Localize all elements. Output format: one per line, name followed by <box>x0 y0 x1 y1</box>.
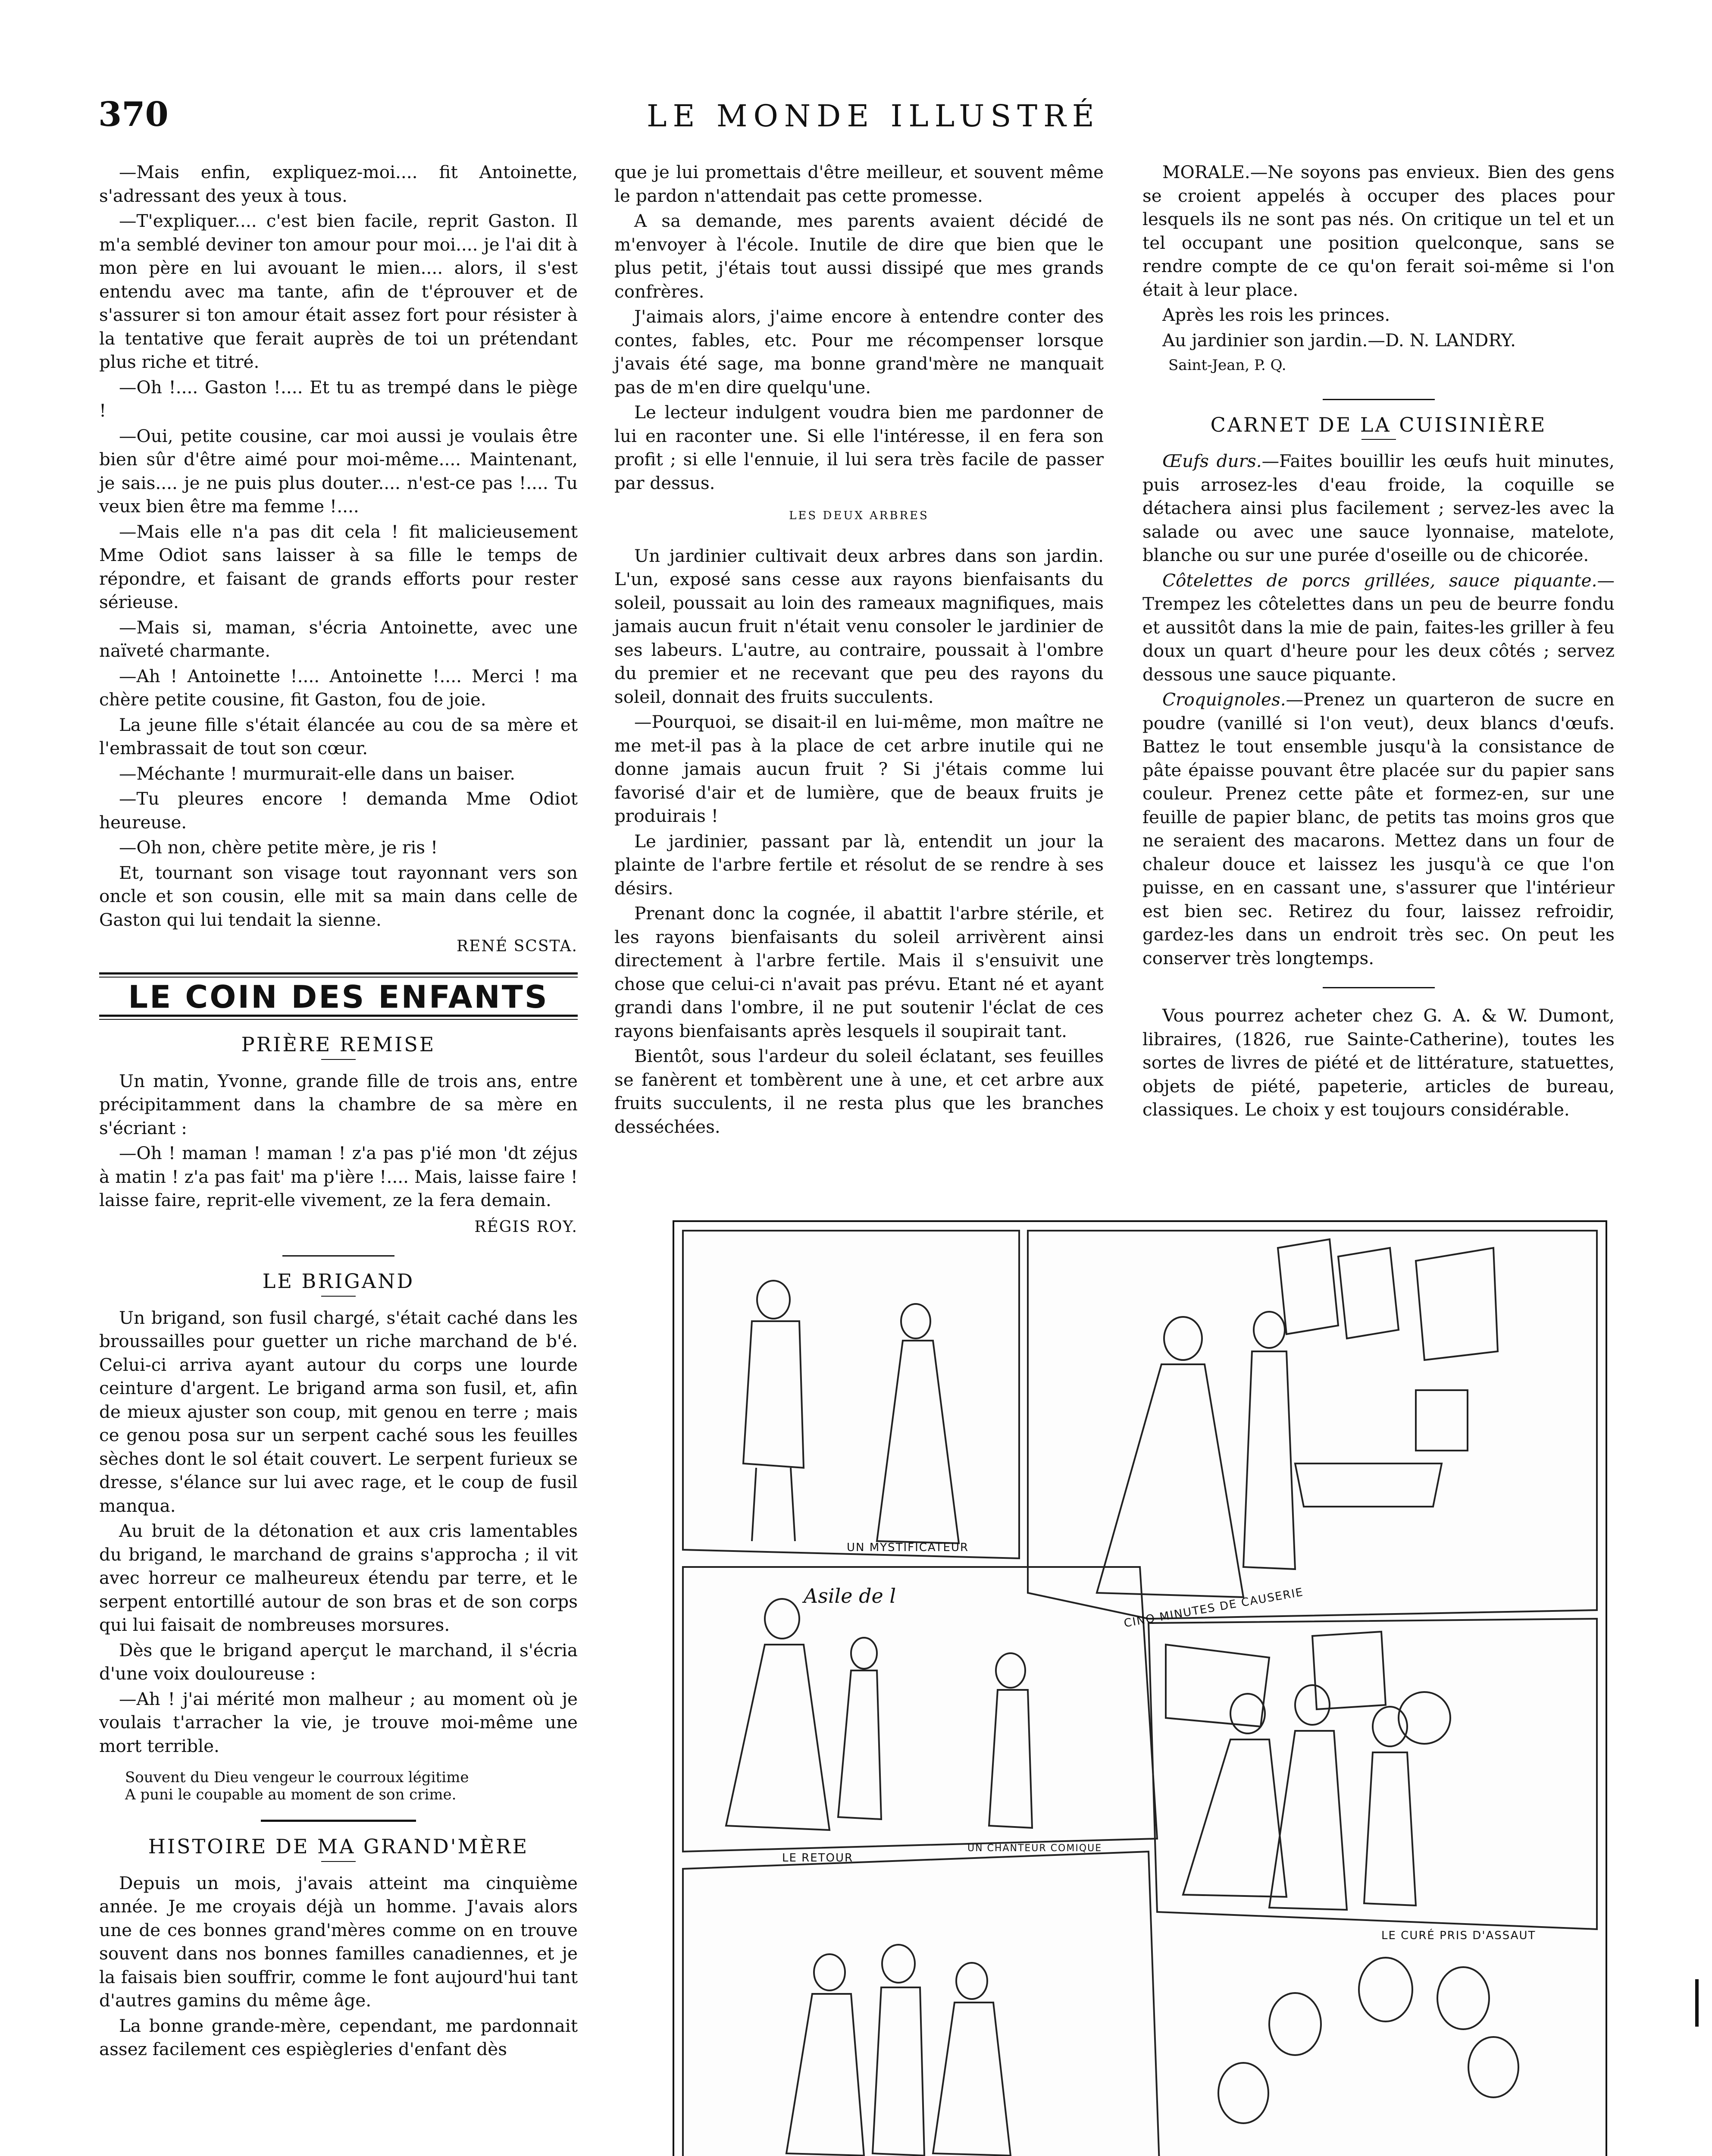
column-2 <box>614 160 1104 1140</box>
paragraph: J'aimais alors, j'aime encore à entendre conter des contes, fables, etc. Pour me récompenser lorsque j'avais été sage, ma bonne grand'mère ne manquait pas de m'en dire quelqu'une. <box>614 306 1104 398</box>
section-rule <box>99 972 578 978</box>
paragraph: La jeune fille s'était élancée au cou de sa mère et l'embrassait de tout son cœur. <box>99 714 578 758</box>
separator-rule <box>261 1820 416 1822</box>
column-1 <box>99 160 578 2063</box>
story-title: CARNET DE LA CUISINIÈRE <box>1210 413 1547 436</box>
paragraph: Bientôt, sous l'ardeur du soleil éclatant, ses feuilles se fanèrent et tombèrent une à une, et cet arbre aux fruits succulents, il ne resta plus que les branches desséchées. <box>614 1046 1104 1137</box>
recipe <box>1142 688 1615 970</box>
story-title: LE BRIGAND <box>262 1269 415 1293</box>
separator-rule <box>282 1255 394 1257</box>
recipe-text: —Trempez les côtelettes dans un peu de beurre fondu et aussitôt dans la mie de pain, faites-les griller à feu doux un quart d'heure pour les deux côtés ; servez dessous une sauce piquante. <box>1142 570 1615 685</box>
paragraph: Un brigand, son fusil chargé, s'était caché dans les broussailles pour guetter un riche marchand de b'é. Celui-ci arriva ayant autour du corps une lourde ceinture d'argent. Le brigand arma son fusil, et, afin de mieux ajuster son coup, mit genou en terre ; mais ce genou posa sur un serpent caché sous les feuilles sèches dont le sol était couvert. Le serpent furieux se dresse, s'élance sur lui avec rage, et le coup de fusil manqua. <box>99 1307 578 1516</box>
paragraph: —Oh !.... Gaston !.... Et tu as trempé dans le piège ! <box>99 376 578 421</box>
panel-label: CINQ MINUTES DE CAUSERIE <box>1123 1586 1305 1630</box>
paragraph: —Oh non, chère petite mère, je ris ! <box>119 837 438 858</box>
recipe-name: Croquignoles. <box>1162 689 1286 710</box>
morale-text: —Ne soyons pas envieux. Bien des gens se croient appelés à occuper des places pour lesquels ils ne sont pas nés. On critique un tel et un tel occupant une position quelconque, sans se rendre compte de ce qu'on ferait soi-même si l'on était à leur place. <box>1142 162 1615 300</box>
title-rule <box>321 1059 356 1060</box>
paragraph: —Pourquoi, se disait-il en lui-même, mon maître ne me met-il pas à la place de cet arbre inutile qui ne donne jamais aucun fruit ? Si j'étais comme lui favorisé d'air et de lumière, que de beaux fruits je produirais ! <box>614 711 1104 826</box>
paragraph: Au bruit de la détonation et aux cris lamentables du brigand, le marchand de grains s'approcha ; il vit avec horreur ce malheureux étendu par terre, et le serpent entortillé autour de son bras et de son corps qui lui faisait de nombreuses morsures. <box>99 1520 578 1635</box>
verse <box>125 1769 578 1803</box>
paragraph: A sa demande, mes parents avaient décidé de m'envoyer à l'école. Inutile de dire que bien que le plus petit, j'étais tout aussi dissipé que mes grands confrères. <box>614 210 1104 302</box>
paragraph: —Mais enfin, expliquez-moi.... fit Antoinette, s'adressant des yeux à tous. <box>99 162 578 206</box>
panel-label: UN CHANTEUR COMIQUE <box>967 1843 1102 1854</box>
verse-line: Souvent du Dieu vengeur le courroux légitime <box>125 1769 469 1786</box>
paragraph: —T'expliquer.... c'est bien facile, reprit Gaston. Il m'a semblé deviner ton amour pour moi.... je l'ai dit à mon père en lui avouant le mien.... alors, il s'est entendu avec ma tante, afin de t'éprouver et de s'assurer si ton amour était assez fort pour résister à la tentative que ferait auprès de toi un prétendant plus riche et titré. <box>99 210 578 372</box>
paragraph: —Tu pleures encore ! demanda Mme Odiot heureuse. <box>99 788 578 833</box>
paragraph: La bonne grande-mère, cependant, me pardonnait assez facilement ces espiègleries d'enfant dès <box>99 2015 578 2059</box>
paragraph: Au jardinier son jardin.—D. N. LANDRY. <box>1162 329 1516 351</box>
paragraph: Après les rois les princes. <box>1162 304 1390 325</box>
panel-label: LE CURÉ PRIS D'ASSAUT <box>1381 1929 1536 1942</box>
recipe-name: Côtelettes de porcs grillées, sauce piquante. <box>1162 570 1597 591</box>
sign-lettering: Asile de l <box>804 1584 896 1608</box>
paragraph: Dès que le brigand aperçut le marchand, il s'écria d'une voix douloureuse : <box>99 1639 578 1684</box>
morale-label: MORALE. <box>1162 162 1250 182</box>
bazar-illustration <box>673 1220 1607 2156</box>
paragraph: Le jardinier, passant par là, entendit un jour la plainte de l'arbre fertile et résolut de se rendre à ses désirs. <box>614 830 1104 899</box>
title-rule <box>1361 439 1396 440</box>
paragraph: —Oui, petite cousine, car moi aussi je voulais être bien sûr d'être aimé pour moi-même.... Maintenant, je sais.... je ne puis plus douter.... n'est-ce pas !.... Tu veux bien être ma femme !.... <box>99 425 578 517</box>
paragraph: —Mais elle n'a pas dit cela ! fit malicieusement Mme Odiot sans laisser à sa fille le temps de répondre, et faisant de grands efforts pour rester sérieuse. <box>99 521 578 612</box>
illustration-drawing <box>674 1222 1606 2156</box>
section-rule <box>99 1015 578 1020</box>
panel-label: UN MYSTIFICATEUR <box>847 1541 969 1554</box>
running-header: LE MONDE ILLUSTRÉ <box>647 98 1100 134</box>
paragraph: Prenant donc la cognée, il abattit l'arbre stérile, et les rayons bienfaisants du soleil arrivèrent ainsi directement à l'arbre fertile. Mais il s'ensuivit une chose que celui-ci n'avait pas prévu. Etant né et ayant grandi dans l'ombre, il ne put soutenir l'éclat de ces rayons bienfaisants après lesquels il soupirait tant. <box>614 903 1104 1041</box>
paragraph: Depuis un mois, j'avais atteint ma cinquième année. Je me croyais déjà un homme. J'avais alors une de ces bonnes grand'mères comme on en trouve souvent dans nos bonnes familles canadiennes, et je la faisais bien souffrir, comme le font aujourd'hui tant d'autres gamins du même âge. <box>99 1872 578 2011</box>
author-signature: RENÉ SCSTA. <box>457 937 578 955</box>
morale-paragraph <box>1142 160 1615 301</box>
paragraph: Le lecteur indulgent voudra bien me pardonner de lui en raconter une. Si elle l'intéresse, il en fera son profit ; si elle l'ennuie, il lui sera très facile de passer par dessus. <box>614 402 1104 493</box>
paragraph: Et, tournant son visage tout rayonnant vers son oncle et son cousin, elle mit sa main dans celle de Gaston qui lui tendait la sienne. <box>99 862 578 930</box>
paragraph: —Méchante ! murmurait-elle dans un baiser. <box>119 763 516 784</box>
section-title: LE COIN DES ENFANTS <box>128 978 549 1015</box>
column-3 <box>1142 160 1615 1123</box>
recipe-name: Œufs durs. <box>1162 451 1262 471</box>
recipe-text: —Faites bouillir les œufs huit minutes, puis arrosez-les d'eau froide, la coquille se détachera ainsi plus facilement ; servez-les avec la salade ou avec une sauce lyonnaise, matelote, blanche ou sur une purée d'oseille ou de chicorée. <box>1142 451 1615 565</box>
recipe <box>1142 569 1615 686</box>
recipe <box>1142 449 1615 567</box>
paragraph: Un matin, Yvonne, grande fille de trois ans, entre précipitamment dans la chambre de sa mère en s'écriant : <box>99 1070 578 1138</box>
story-title: HISTOIRE DE MA GRAND'MÈRE <box>148 1835 529 1858</box>
paragraph: que je lui promettais d'être meilleur, et souvent même le pardon n'attendait pas cette promesse. <box>614 162 1104 206</box>
paragraph: —Oh ! maman ! maman ! z'a pas p'ié mon 'dt zéjus à matin ! z'a pas fait' ma p'ière !.... Mais, laisse faire ! laisse faire, reprit-elle vivement, ze la fera demain. <box>99 1143 578 1210</box>
paragraph: —Ah ! j'ai mérité mon malheur ; au moment où je voulais t'arracher la vie, je trouve moi-même une mort terrible. <box>99 1688 578 1756</box>
margin-mark <box>1695 1979 1699 2027</box>
paragraph: —Ah ! Antoinette !.... Antoinette !.... Merci ! ma chère petite cousine, fit Gaston, fou de joie. <box>99 665 578 710</box>
place-line: Saint-Jean, P. Q. <box>1168 357 1286 374</box>
paragraph: Un jardinier cultivait deux arbres dans son jardin. L'un, exposé sans cesse aux rayons bienfaisants du soleil, poussait au loin des rameaux magnifiques, mais jamais aucun fruit n'était venu consoler le jardinier de ses labeurs. L'autre, au contraire, poussait à l'ombre du premier et ne recevant que peu des rayons du soleil, donnait des fruits succulents. <box>614 545 1104 707</box>
separator-rule <box>1323 987 1435 988</box>
advert-paragraph: Vous pourrez acheter chez G. A. & W. Dumont, libraires, (1826, rue Sainte-Catherine), toutes les sortes de livres de piété et de littérature, statuettes, objets de piété, papeterie, articles de bureau, classiques. Le choix y est toujours considérable. <box>1142 1005 1615 1120</box>
page-number: 370 <box>98 95 169 134</box>
paragraph: —Mais si, maman, s'écria Antoinette, avec une naïveté charmante. <box>99 617 578 661</box>
author-signature: RÉGIS ROY. <box>474 1218 578 1236</box>
story-title: LES DEUX ARBRES <box>789 509 929 522</box>
panel-label: LE RETOUR <box>782 1852 854 1865</box>
title-rule <box>321 1861 356 1862</box>
recipe-text: —Prenez un quarteron de sucre en poudre (vanillé si l'on veut), deux blancs d'œufs. Battez le tout ensemble jusqu'à la consistance de pâte épaisse pouvant être placée sur du papier sans couleur. Prenez cette pâte et formez-en, sur une feuille de papier blanc, de petits tas moins gros que ne seraient des macarons. Mettez dans un four de chaleur douce et laissez les jusqu'à ce que l'on puisse, en en cassant une, s'assurer que l'intérieur est bien sec. Retirez du four, laissez refroidir, gardez-les dans un endroit très sec. On peut les conserver très longtemps. <box>1142 689 1615 968</box>
title-rule <box>321 1296 356 1297</box>
story-title: PRIÈRE REMISE <box>241 1033 436 1056</box>
separator-rule <box>1323 399 1435 400</box>
verse-line: A puni le coupable au moment de son crime. <box>125 1786 457 1803</box>
